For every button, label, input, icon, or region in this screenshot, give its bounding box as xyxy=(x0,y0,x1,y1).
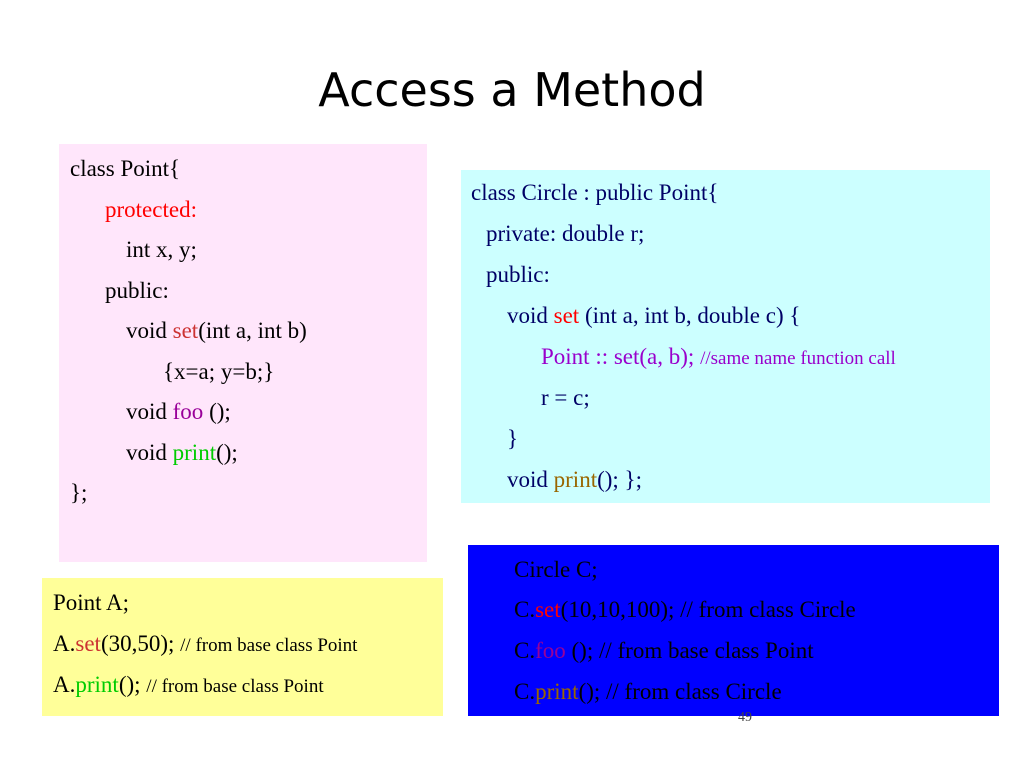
usage-c-decl: Circle C; xyxy=(514,557,598,582)
point-class-close: }; xyxy=(70,480,88,505)
circle-base-call-comment: //same name function call xyxy=(700,348,896,369)
usage-c-set-name: set xyxy=(535,597,561,622)
point-set-decl xyxy=(126,316,307,346)
circle-class-decl: class Circle : public Point{ xyxy=(471,180,719,205)
circle-base-call xyxy=(541,342,896,374)
point-print-rest: (); xyxy=(216,440,238,465)
point-print-name: print xyxy=(172,440,217,465)
usage-c-print-name: print xyxy=(535,679,579,704)
point-class-decl: class Point{ xyxy=(70,156,181,181)
point-foo-void: void xyxy=(126,399,173,424)
point-foo-name: foo xyxy=(172,399,204,424)
point-print-void: void xyxy=(126,440,173,465)
point-foo-rest: (); xyxy=(203,399,231,424)
page-number: 49 xyxy=(738,710,752,725)
point-protected-label: protected: xyxy=(105,197,197,222)
usage-c-set-prefix: C. xyxy=(514,597,536,622)
usage-a-set-name: set xyxy=(75,631,101,656)
usage-a-decl: Point A; xyxy=(53,590,130,615)
point-set-name: set xyxy=(172,318,199,343)
usage-a-print-prefix: A. xyxy=(53,672,76,697)
circle-base-call-code: Point :: set(a, b); xyxy=(541,344,701,369)
circle-set-close: } xyxy=(507,426,519,451)
circle-print-void: void xyxy=(507,467,554,492)
circle-usage-box xyxy=(468,545,999,716)
usage-c-set-rest: (10,10,100); // from class Circle xyxy=(560,597,856,622)
circle-print-rest: (); }; xyxy=(597,467,642,492)
usage-a-print-name: print xyxy=(75,672,119,697)
circle-public-label: public: xyxy=(486,262,550,287)
circle-private-line: private: double r; xyxy=(486,221,645,246)
usage-c-print-rest: (); // from class Circle xyxy=(578,679,782,704)
point-usage-box xyxy=(42,578,443,716)
usage-c-foo-name: foo xyxy=(535,638,566,663)
circle-set-name: set xyxy=(553,303,580,328)
point-class-box xyxy=(59,144,427,562)
point-print-decl xyxy=(126,438,238,468)
slide-title: Access a Method xyxy=(318,63,706,117)
circle-set-void: void xyxy=(507,303,554,328)
usage-c-print-prefix: C. xyxy=(514,679,536,704)
usage-a-print xyxy=(53,670,324,702)
usage-a-set-comment: // from base class Point xyxy=(180,635,358,656)
point-set-params: (int a, int b) xyxy=(198,318,307,343)
circle-class-box xyxy=(461,170,990,503)
circle-print-decl xyxy=(507,465,642,495)
circle-print-name: print xyxy=(553,467,598,492)
usage-a-set-args: (30,50); xyxy=(100,631,181,656)
usage-c-foo-rest: (); // from base class Point xyxy=(565,638,814,663)
usage-c-foo xyxy=(514,636,814,666)
usage-c-foo-prefix: C. xyxy=(514,638,536,663)
usage-a-set-prefix: A. xyxy=(53,631,76,656)
circle-set-params: (int a, int b, double c) { xyxy=(579,303,801,328)
point-foo-decl xyxy=(126,397,231,427)
point-public-label: public: xyxy=(105,278,169,303)
circle-set-decl xyxy=(507,301,800,331)
usage-a-print-comment: // from base class Point xyxy=(146,676,324,697)
circle-assign: r = c; xyxy=(541,385,590,410)
usage-a-print-args: (); xyxy=(118,672,147,697)
point-set-void: void xyxy=(126,318,173,343)
point-set-body: {x=a; y=b;} xyxy=(163,359,275,384)
usage-a-set xyxy=(53,629,357,661)
usage-c-print xyxy=(514,677,782,707)
point-fields: int x, y; xyxy=(126,237,197,262)
usage-c-set xyxy=(514,595,856,625)
